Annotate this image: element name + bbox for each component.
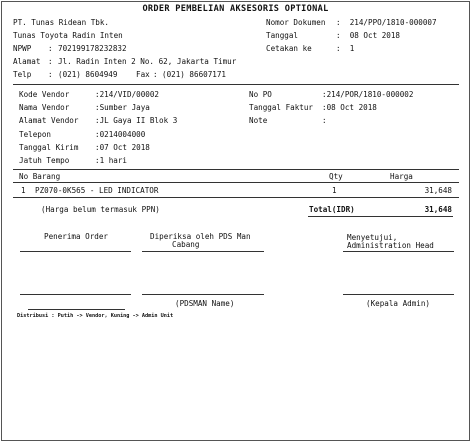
penerima-signature-line [20,294,131,295]
telp-value: (021) 8604949 [58,70,118,79]
row-item: PZ070-0K565 - LED INDICATOR [35,186,159,195]
alamat-separator: : [48,57,53,66]
menyetujui-label-line1: Menyetujui, [347,233,398,242]
no-po-label: No PO [249,90,272,99]
diperiksa-top-line [142,251,264,252]
tanggal-faktur-value: :08 Oct 2018 [322,103,377,112]
npwp-value: 702199178232832 [58,44,127,53]
total-underline [308,216,453,217]
menyetujui-top-line [343,251,454,252]
tanggal-kirim-label: Tanggal Kirim [19,143,79,152]
total-value: 31,648 [424,205,452,214]
note-label: Note [249,116,268,125]
alamat-vendor-label: Alamat Vendor [19,116,79,125]
col-header-harga: Harga [390,172,413,181]
row-qty: 1 [332,186,337,195]
header-divider [13,84,459,85]
col-header-qty: Qty [329,172,343,181]
fax-value: (021) 86607171 [162,70,227,79]
nama-vendor-label: Nama Vendor [19,103,70,112]
table-bottom-border [13,197,459,198]
nama-vendor-value: :Sumber Jaya [95,103,150,112]
jatuh-tempo-label: Jatuh Tempo [19,156,70,165]
row-number: 1 [21,186,26,195]
ppn-note: (Harga belum termasuk PPN) [41,205,160,214]
diperiksa-label-line1: Diperiksa oleh PDS Man [150,232,251,241]
document-title: ORDER PEMBELIAN AKSESORIS OPTIONAL [142,4,329,14]
company-branch: Tunas Toyota Radin Inten [13,31,123,40]
row-harga: 31,648 [424,186,452,195]
kode-vendor-value: :214/VID/00002 [95,90,160,99]
fax-label: Fax [136,70,150,79]
npwp-separator: : [48,44,53,53]
no-po-value: :214/POR/1810-000002 [322,90,414,99]
pdsman-name-label: (PDSMAN Name) [175,299,235,308]
total-label: Total(IDR) [309,205,355,214]
alamat-value: Jl. Radin Inten 2 No. 62, Jakarta Timur [58,57,237,66]
col-header-no-barang: No Barang [19,172,61,181]
company-name: PT. Tunas Ridean Tbk. [13,18,110,27]
cetakan-value: : 1 [336,44,355,53]
tanggal-value: : 08 Oct 2018 [336,31,401,40]
distribusi-note: Distribusi : Putih -> Vendor, Kuning -> Admin Unit [17,313,174,319]
kepala-admin-label: (Kepala Admin) [366,299,431,308]
npwp-label: NPWP [13,44,32,53]
purchase-order-document [1,1,470,441]
nomor-dokumen-value: : 214/PPO/1810-000007 [336,18,437,27]
jatuh-tempo-value: :1 hari [95,156,128,165]
diperiksa-label-line2: Cabang [172,240,200,249]
note-value: : [322,116,327,125]
penerima-top-line [20,251,131,252]
distribusi-line [28,309,125,310]
menyetujui-signature-line [343,294,454,295]
tanggal-faktur-label: Tanggal Faktur [249,103,314,112]
kode-vendor-label: Kode Vendor [19,90,70,99]
telepon-value: :0214004000 [95,130,146,139]
tanggal-kirim-value: :07 Oct 2018 [95,143,150,152]
nomor-dokumen-label: Nomor Dokumen [266,18,326,27]
telp-label: Telp [13,70,32,79]
diperiksa-signature-line [142,294,264,295]
telepon-label: Telepon [19,130,52,139]
penerima-order-label: Penerima Order [44,232,109,241]
alamat-vendor-value: :JL Gaya II Blok 3 [95,116,178,125]
telp-separator: : [48,70,53,79]
alamat-label: Alamat [13,57,41,66]
table-top-border [13,169,459,170]
table-header-divider [13,182,459,183]
tanggal-label: Tanggal [266,31,299,40]
cetakan-label: Cetakan ke [266,44,312,53]
menyetujui-label-line2: Administration Head [347,241,434,250]
fax-separator: : [153,70,158,79]
